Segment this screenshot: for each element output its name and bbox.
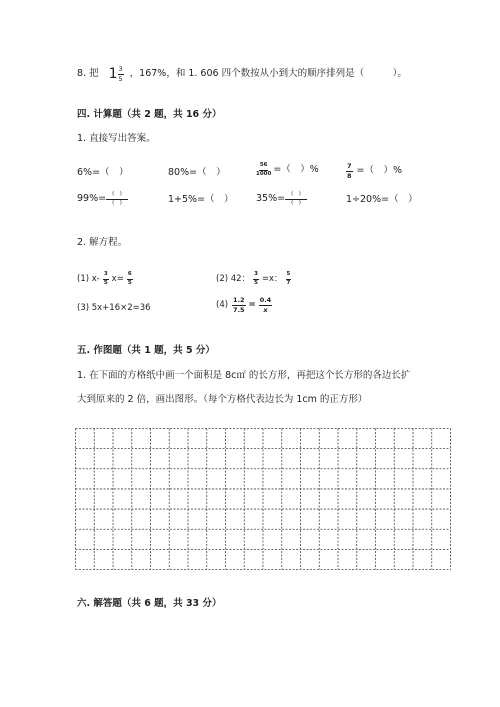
s4-q2-eq2-f1d: 5 bbox=[254, 279, 258, 286]
s4-q1-r1-c-den: 1000 bbox=[256, 170, 272, 177]
s4-q2-eq3: (3) 5x+16×2=36 bbox=[77, 303, 151, 313]
section6-title: 六. 解答题（共 6 题，共 33 分） bbox=[77, 598, 222, 609]
s4-q2-label: 2. 解方程。 bbox=[77, 237, 128, 248]
s4-q2-eq2-frac2 bbox=[286, 272, 292, 286]
s4-q1-r2-a-num: ( ) bbox=[106, 192, 128, 200]
s4-q2-eq1-pre: (1) x- bbox=[77, 273, 100, 284]
s4-q1-r1-d-den: 8 bbox=[347, 171, 352, 180]
s4-q1-r1-c-tail: =（ ）% bbox=[273, 164, 319, 176]
q8-mixed-whole: 1 bbox=[108, 66, 118, 82]
s4-q1-r2-b: 1+5%=（ ） bbox=[168, 194, 234, 205]
s4-q1-r1-c-frac bbox=[256, 163, 271, 177]
s4-q2-eq4-frac1 bbox=[232, 297, 246, 313]
s5-q1-line2: 大到原来的 2 倍，画出图形。（每个方格代表边长为 1cm 的正方形） bbox=[77, 394, 368, 405]
s4-q2-eq2-f1n: 3 bbox=[253, 272, 259, 280]
s4-q1-r2-a-den: ( ) bbox=[112, 199, 122, 206]
s4-q1-r2-a bbox=[77, 192, 128, 206]
grid-paper[interactable] bbox=[75, 428, 451, 570]
section5-title: 五. 作图题（共 1 题，共 5 分） bbox=[77, 345, 215, 356]
s4-q1-r2-c-pre: 35%= bbox=[256, 193, 286, 205]
s4-q2-eq4-pre: (4) bbox=[216, 299, 229, 310]
q8-suffix: ，167%，和 1. 606 四个数按从小到大的顺序排列是（ ）。 bbox=[129, 68, 407, 80]
s4-q2-eq1 bbox=[77, 272, 133, 286]
s4-q1-r1-c-num: 56 bbox=[259, 163, 269, 171]
s4-q2-eq1-f1d: 5 bbox=[103, 279, 108, 286]
s4-q2-eq2-f2n: 5 bbox=[286, 272, 292, 280]
q8-mixed-den: 5 bbox=[118, 74, 123, 83]
s4-q1-r2-a-pre: 99%= bbox=[77, 193, 107, 205]
s4-q2-eq2-frac1 bbox=[253, 272, 259, 286]
s4-q2-eq2-mid: =x： bbox=[261, 273, 283, 284]
s4-q1-r1-d-num: 7 bbox=[347, 162, 352, 170]
s4-q2-eq1-f2n: 6 bbox=[127, 272, 133, 280]
section4-title: 四. 计算题（共 2 题，共 16 分） bbox=[77, 109, 222, 120]
s4-q2-eq4 bbox=[216, 297, 272, 313]
s4-q2-eq1-f1n: 3 bbox=[103, 272, 109, 280]
s4-q1-r2-d: 1÷20%=（ ） bbox=[346, 194, 418, 205]
s4-q2-eq4-f1d: 7.5 bbox=[233, 305, 245, 314]
s4-q1-r2-c bbox=[256, 192, 307, 206]
s4-q1-r2-c-num: ( ) bbox=[285, 192, 307, 200]
q8-line bbox=[77, 66, 407, 82]
q8-mixed-fraction bbox=[118, 66, 124, 82]
s4-q1-label: 1. 直接写出答案。 bbox=[77, 133, 156, 144]
s4-q2-eq1-frac2 bbox=[127, 272, 133, 286]
s4-q1-r1-d-tail: =（ ）% bbox=[356, 165, 403, 177]
s4-q1-r1-b: 80%=（ ） bbox=[168, 167, 226, 178]
s4-q2-eq1-mid: x= bbox=[111, 273, 124, 284]
s4-q1-r1-d-frac bbox=[346, 163, 353, 179]
s4-q1-r2-a-frac bbox=[106, 192, 128, 206]
q8-prefix: 8. 把 bbox=[77, 68, 99, 80]
s4-q1-r1-d bbox=[346, 163, 402, 179]
s4-q1-r1-c bbox=[256, 163, 319, 177]
s4-q1-r2-c-frac bbox=[285, 192, 307, 206]
s4-q1-r1-a: 6%=（ ） bbox=[77, 167, 129, 178]
s4-q2-eq4-frac2 bbox=[259, 297, 273, 313]
s4-q2-eq4-f1n: 1.2 bbox=[233, 296, 245, 304]
s4-q1-r2-c-den: ( ) bbox=[291, 199, 301, 206]
s4-q2-eq4-f2d: x bbox=[263, 305, 268, 314]
s4-q2-eq2 bbox=[216, 272, 291, 286]
s4-q2-eq1-f2d: 5 bbox=[127, 279, 132, 286]
s4-q2-eq4-f2n: 0.4 bbox=[259, 296, 272, 304]
s4-q2-eq1-frac1 bbox=[103, 272, 109, 286]
s5-q1-line1: 1. 在下面的方格纸中画一个面积是 8c㎡ 的长方形，再把这个长方形的各边长扩 bbox=[77, 370, 411, 381]
s4-q2-eq2-pre: (2) 42： bbox=[216, 273, 251, 284]
q8-mixed-num: 3 bbox=[118, 65, 123, 73]
grid-svg[interactable] bbox=[75, 428, 451, 570]
s4-q2-eq4-eq: = bbox=[248, 299, 256, 310]
s4-q2-eq2-f2d: 7 bbox=[286, 279, 291, 286]
q8-mixed-number bbox=[109, 66, 124, 82]
